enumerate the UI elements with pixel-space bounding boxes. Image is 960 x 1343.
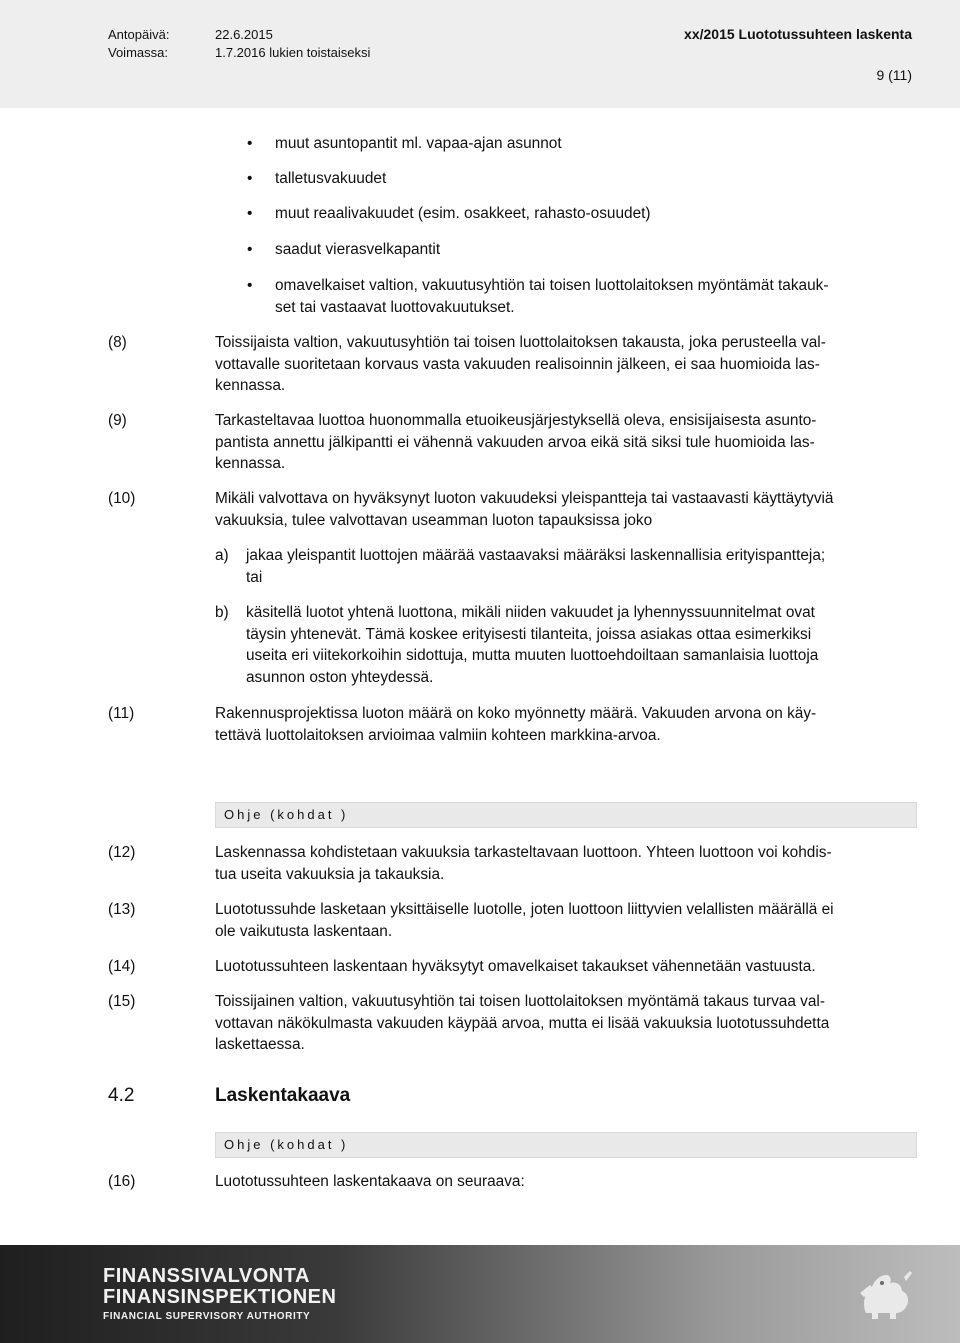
list-item: • saadut vierasvelkapantit xyxy=(275,239,905,261)
section-title: Laskentakaava xyxy=(215,1085,351,1106)
document-title: xx/2015 Luototussuhteen laskenta xyxy=(684,26,912,42)
paragraph-number: (11) xyxy=(108,705,135,722)
paragraph-12: Laskennassa kohdistetaan vakuuksia tarkasteltavaan luottoon. Yhteen luottoon voi kohdis- tua useita vakuuksia ja takauksia. xyxy=(215,844,832,883)
section-number: 4.2 xyxy=(108,1085,135,1106)
list-item: • muut reaalivakuudet (esim. osakkeet, rahasto-osuudet) xyxy=(275,203,905,225)
paragraph-13: Luototussuhde lasketaan yksittäiselle luotolle, joten luottoon liittyvien velallisten määrällä ei ole vaikutusta laskentaan. xyxy=(215,901,834,940)
paragraph-number: (16) xyxy=(108,1173,136,1190)
paragraph-number: (8) xyxy=(108,334,127,351)
paragraph-15: Toissijainen valtion, vakuutusyhtiön tai toisen luottolaitoksen myöntämä takaus turvaa val- vottavan näkökulmasta vakuuden käypää arvoa, mutta ei lisää vakuuksia luototussuhdetta laskettaessa. xyxy=(215,993,830,1053)
fiva-logo: FINANSSIVALVONTA FINANSINSPEKTIONEN FINANCIAL SUPERVISORY AUTHORITY xyxy=(103,1265,337,1322)
guidance-heading: Ohje (kohdat ) xyxy=(215,1132,917,1158)
paragraph-11: Rakennusprojektissa luoton määrä on koko myönnetty määrä. Vakuuden arvona on käy- tettävä luottolaitoksen arvioimaa valmiin kohteen markkina-arvoa. xyxy=(215,705,817,744)
sub-item-letter: a) xyxy=(215,547,229,564)
page-footer xyxy=(0,1245,960,1343)
page-header xyxy=(0,0,960,108)
paragraph-number: (13) xyxy=(108,901,136,918)
sub-item-letter: b) xyxy=(215,604,229,621)
paragraph-number: (14) xyxy=(108,958,136,975)
sub-item-b: käsitellä luotot yhtenä luottona, mikäli niiden vakuudet ja lyhennyssuunnitelmat ovat täysin yhtenevät. Tämä koskee erityisesti tilanteita, joissa asiakas ottaa esimerkiksi useita eri viitekorkoihin sidottuja, mutta muuten luottoehdoiltaan samanlaisia luottoja asunnon oston yhteydessä. xyxy=(246,604,819,686)
list-item: • muut asuntopantit ml. vapaa-ajan asunnot xyxy=(275,133,905,155)
paragraph-14: Luototussuhteen laskentaan hyväksytyt omavelkaiset takaukset vähennetään vastuusta. xyxy=(215,958,816,975)
valid-value: 1.7.2016 lukien toistaiseksi xyxy=(215,45,371,60)
paragraph-number: (9) xyxy=(108,412,127,429)
guidance-heading: Ohje (kohdat ) xyxy=(215,802,917,828)
paragraph-number: (12) xyxy=(108,844,136,861)
bullet-icon: • xyxy=(247,205,253,222)
lion-emblem-icon xyxy=(852,1263,920,1331)
bullet-icon: • xyxy=(247,170,253,187)
paragraph-number: (10) xyxy=(108,490,136,507)
paragraph-number: (15) xyxy=(108,993,136,1010)
paragraph-8: Toissijaista valtion, vakuutusyhtiön tai toisen luottolaitoksen takausta, joka perusteella val- vottavalle suoritetaan korvaus vasta vakuuden realisoinnin jälkeen, ei saa huomioida las- kennassa. xyxy=(215,334,826,394)
paragraph-9: Tarkasteltavaa luottoa huonommalla etuoikeusjärjestyksellä oleva, ensisijaisesta asunto- pantista annettu jälkipantti ei vähennä vakuuden arvoa eikä sitä siksi tule huomioida las- kennassa. xyxy=(215,412,817,472)
issue-date-value: 22.6.2015 xyxy=(215,27,273,42)
paragraph-16: Luototussuhteen laskentakaava on seuraava: xyxy=(215,1173,525,1190)
page-number: 9 (11) xyxy=(876,67,912,83)
sub-item-a: jakaa yleispantit luottojen määrää vastaavaksi määräksi laskennallisia erityispantteja; tai xyxy=(246,547,826,586)
bullet-icon: • xyxy=(247,277,253,294)
valid-label: Voimassa: xyxy=(108,45,168,60)
paragraph-10: Mikäli valvottava on hyväksynyt luoton vakuudeksi yleispantteja tai vastaavasti käyttäytyviä vakuuksia, tulee valvottavan useamman luoton tapauksissa joko xyxy=(215,490,834,529)
bullet-icon: • xyxy=(247,135,253,152)
list-item: • omavelkaiset valtion, vakuutusyhtiön tai toisen luottolaitoksen myöntämät takauk- set tai vastaavat luottovakuutukset. xyxy=(247,277,829,316)
bullet-icon: • xyxy=(247,241,253,258)
list-item: • talletusvakuudet xyxy=(275,168,905,190)
issue-date-label: Antopäivä: xyxy=(108,27,170,42)
